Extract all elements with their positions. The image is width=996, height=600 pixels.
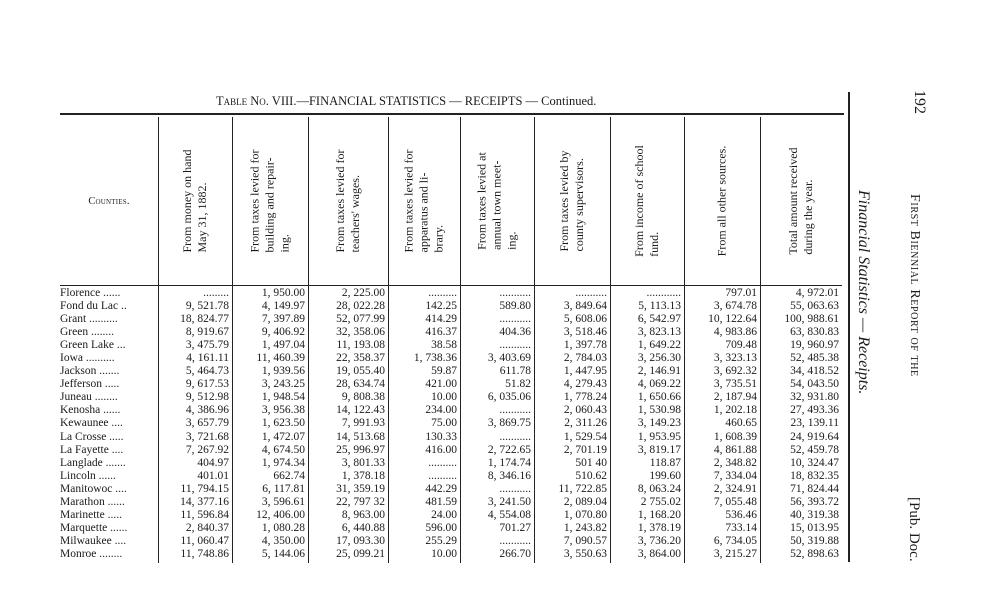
value-cell: 797.01 <box>725 287 757 299</box>
value-cell: 25, 996.97 <box>336 443 385 456</box>
value-cell: 1, 378.18 <box>341 469 385 482</box>
header-rule <box>60 285 842 286</box>
column-header-text: From taxes levied for apparatus and li- brary. <box>401 149 446 253</box>
value-cell: 1, 397.78 <box>563 339 607 352</box>
value-cell: 1, 608.39 <box>713 430 757 443</box>
value-cell: 1, 497.04 <box>261 339 305 352</box>
value-cell: 416.00 <box>425 443 457 456</box>
value-cell: 3, 849.64 <box>563 300 607 313</box>
value-cell: 1, 738.36 <box>413 352 457 365</box>
value-cell: 2, 311.26 <box>564 417 607 430</box>
value-cell: 199.60 <box>649 469 681 482</box>
value-cell: 34, 418.52 <box>790 365 839 378</box>
value-cell: 7, 991.93 <box>341 417 385 430</box>
county-name: Kewaunee .... <box>60 417 123 430</box>
value-cell: 71, 824.44 <box>790 482 839 495</box>
value-cell: 3, 657.79 <box>185 417 229 430</box>
table-row <box>60 365 842 378</box>
value-cell: 3, 692.32 <box>713 365 757 378</box>
value-cell: 52, 077.99 <box>336 313 385 326</box>
value-cell: 9, 512.98 <box>185 391 229 404</box>
value-cell: 3, 736.20 <box>637 534 681 547</box>
value-cell: 1, 472.07 <box>261 430 305 443</box>
value-cell: 401.01 <box>197 469 229 482</box>
value-cell: 5, 144.06 <box>261 547 305 560</box>
value-cell: ........... <box>499 339 531 352</box>
value-cell: 52, 459.78 <box>790 443 839 456</box>
value-cell: 8, 963.00 <box>341 508 385 521</box>
county-name: Fond du Lac .. <box>60 300 127 313</box>
value-cell: 510.62 <box>575 469 607 482</box>
table-row <box>60 431 842 444</box>
value-cell: 19, 960.97 <box>790 339 839 352</box>
table-row <box>60 457 842 470</box>
value-cell: 52, 485.38 <box>790 352 839 365</box>
value-cell: 404.97 <box>197 456 229 469</box>
value-cell: 7, 055.48 <box>713 495 757 508</box>
value-cell: 63, 830.83 <box>790 326 839 339</box>
value-cell: 4, 983.86 <box>713 326 757 339</box>
table-title <box>216 94 686 109</box>
value-cell: 1, 939.56 <box>261 365 305 378</box>
table-title-text: —FINANCIAL STATISTICS — RECEIPTS — Continued. <box>296 94 597 108</box>
table-row <box>60 300 842 313</box>
value-cell: 24, 919.64 <box>790 430 839 443</box>
value-cell: 14, 513.68 <box>336 430 385 443</box>
value-cell: 589.80 <box>499 300 531 313</box>
value-cell: 701.27 <box>499 521 531 534</box>
value-cell: .......... <box>428 469 457 482</box>
value-cell: 3, 823.13 <box>637 326 681 339</box>
value-cell: 19, 055.40 <box>336 365 385 378</box>
value-cell: ........... <box>575 287 607 299</box>
value-cell: 1, 950.00 <box>261 287 305 299</box>
value-cell: 9, 406.92 <box>261 326 305 339</box>
value-cell: 12, 406.00 <box>256 508 305 521</box>
value-cell: 3, 721.68 <box>185 430 229 443</box>
value-cell: 24.00 <box>431 508 457 521</box>
value-cell: 118.87 <box>649 456 681 469</box>
value-cell: 3, 869.75 <box>487 417 531 430</box>
table-number-label: Table No. VIII. <box>216 94 297 108</box>
value-cell: 9, 617.53 <box>185 378 229 391</box>
value-cell: 2, 225.00 <box>341 287 385 299</box>
value-cell: 1, 530.98 <box>637 404 681 417</box>
value-cell: 4, 069.22 <box>637 378 681 391</box>
value-cell: 234.00 <box>425 404 457 417</box>
value-cell: 3, 674.78 <box>713 300 757 313</box>
table-row <box>60 496 842 509</box>
value-cell: 1, 623.50 <box>261 417 305 430</box>
value-cell: 4, 554.08 <box>487 508 531 521</box>
value-cell: 10.00 <box>431 547 457 560</box>
value-cell: 6, 542.97 <box>637 313 681 326</box>
table-row <box>60 483 842 496</box>
value-cell: 1, 974.34 <box>261 456 305 469</box>
county-name: Milwaukee .... <box>60 534 127 547</box>
value-cell: 11, 748.86 <box>180 547 229 560</box>
value-cell: 416.37 <box>425 326 457 339</box>
value-cell: ......... <box>203 287 229 299</box>
value-cell: 14, 377.16 <box>180 495 229 508</box>
value-cell: 481.59 <box>425 495 457 508</box>
value-cell: ........... <box>499 534 531 547</box>
value-cell: 442.29 <box>425 482 457 495</box>
value-cell: 1, 650.66 <box>637 391 681 404</box>
value-cell: 7, 397.89 <box>261 313 305 326</box>
value-cell: 501 40 <box>575 456 607 469</box>
column-header-text: From income of school fund. <box>632 145 661 257</box>
column-header-8 <box>684 117 760 285</box>
county-name: La Fayette .... <box>60 443 124 456</box>
table-row <box>60 352 842 365</box>
value-cell: ........... <box>499 482 531 495</box>
value-cell: 3, 215.27 <box>713 547 757 560</box>
table-row <box>60 535 842 548</box>
table-row <box>60 509 842 522</box>
value-cell: 40, 319.38 <box>790 508 839 521</box>
value-cell: 11, 596.84 <box>180 508 229 521</box>
value-cell: 100, 988.61 <box>784 313 839 326</box>
value-cell: 1, 070.80 <box>563 508 607 521</box>
value-cell: 662.74 <box>273 469 305 482</box>
value-cell: 8, 346.16 <box>487 469 531 482</box>
value-cell: 54, 043.50 <box>790 378 839 391</box>
value-cell: 32, 358.06 <box>336 326 385 339</box>
value-cell: 2, 701.19 <box>563 443 607 456</box>
column-header-1 <box>158 117 232 285</box>
value-cell: 2, 324.91 <box>713 482 757 495</box>
county-name: Florence ...... <box>60 287 121 299</box>
value-cell: 8, 063.24 <box>637 482 681 495</box>
value-cell: 22, 358.37 <box>336 352 385 365</box>
value-cell: 6, 440.88 <box>341 521 385 534</box>
value-cell: 460.65 <box>725 417 757 430</box>
county-name: Juneau ........ <box>60 391 118 404</box>
value-cell: 51.82 <box>505 378 531 391</box>
value-cell: 733.14 <box>725 521 757 534</box>
column-header-text: From taxes levied for teachers' wages. <box>333 149 362 253</box>
value-cell: .......... <box>428 456 457 469</box>
value-cell: 1, 447.95 <box>563 365 607 378</box>
value-cell: 3, 243.25 <box>261 378 305 391</box>
value-cell: 1, 202.18 <box>713 404 757 417</box>
value-cell: 596.00 <box>425 521 457 534</box>
receipts-table <box>60 117 842 567</box>
value-cell: 11, 794.15 <box>180 482 229 495</box>
value-cell: 536.46 <box>725 508 757 521</box>
value-cell: 2, 722.65 <box>487 443 531 456</box>
value-cell: 4, 386.96 <box>185 404 229 417</box>
value-cell: 404.36 <box>499 326 531 339</box>
value-cell: 7, 334.04 <box>713 469 757 482</box>
table-row <box>60 378 842 391</box>
value-cell: 4, 279.43 <box>563 378 607 391</box>
value-cell: 414.29 <box>425 313 457 326</box>
running-head: First Biennial Report of the <box>907 194 922 377</box>
value-cell: 8, 919.67 <box>185 326 229 339</box>
value-cell: 2, 060.43 <box>563 404 607 417</box>
value-cell: 3, 956.38 <box>261 404 305 417</box>
value-cell: 4, 161.11 <box>186 352 229 365</box>
county-name: Marinette ..... <box>60 508 122 521</box>
value-cell: 11, 460.39 <box>256 352 305 365</box>
value-cell: 1, 174.74 <box>487 456 531 469</box>
value-cell: 2, 784.03 <box>563 352 607 365</box>
value-cell: 130.33 <box>425 430 457 443</box>
county-name: Manitowoc .... <box>60 482 127 495</box>
value-cell: 4, 861.88 <box>713 443 757 456</box>
value-cell: 17, 093.30 <box>336 534 385 547</box>
county-name: Iowa .......... <box>60 352 115 365</box>
value-cell: 7, 090.57 <box>563 534 607 547</box>
value-cell: 28, 634.74 <box>336 378 385 391</box>
table-row <box>60 404 842 417</box>
table-row <box>60 339 842 352</box>
county-name: Marathon ...... <box>60 495 125 508</box>
column-header-text: From taxes levied for building and repair- ing. <box>247 149 292 253</box>
value-cell: ........... <box>499 430 531 443</box>
value-cell: 9, 808.38 <box>341 391 385 404</box>
value-cell: 1, 778.24 <box>563 391 607 404</box>
value-cell: 3, 596.61 <box>261 495 305 508</box>
page-edge-rule <box>848 92 850 562</box>
value-cell: 38.58 <box>431 339 457 352</box>
value-cell: 23, 139.11 <box>790 417 839 430</box>
value-cell: 3, 403.69 <box>487 352 531 365</box>
county-name: Monroe ........ <box>60 547 123 560</box>
page-number: 192 <box>911 90 928 114</box>
table-row <box>60 326 842 339</box>
column-header-2 <box>232 117 308 285</box>
value-cell: 4, 972.01 <box>795 287 839 299</box>
value-cell: 10, 324.47 <box>790 456 839 469</box>
section-title: Financial Statistics — Receipts. <box>855 190 872 395</box>
value-cell: 18, 832.35 <box>790 469 839 482</box>
value-cell: 1, 953.95 <box>637 430 681 443</box>
table-row <box>60 444 842 457</box>
county-name: Jackson ....... <box>60 365 120 378</box>
value-cell: 6, 734.05 <box>713 534 757 547</box>
county-name: Green Lake ... <box>60 339 126 352</box>
table-row <box>60 391 842 404</box>
value-cell: 7, 267.92 <box>185 443 229 456</box>
county-name: Green ........ <box>60 326 114 339</box>
value-cell: 2, 840.37 <box>185 521 229 534</box>
column-header-6 <box>534 117 610 285</box>
value-cell: 55, 063.63 <box>790 300 839 313</box>
table-row <box>60 313 842 326</box>
value-cell: 2 755.02 <box>640 495 681 508</box>
county-name: Grant .......... <box>60 313 118 326</box>
value-cell: 3, 801.33 <box>341 456 385 469</box>
value-cell: 2, 187.94 <box>713 391 757 404</box>
value-cell: 3, 256.30 <box>637 352 681 365</box>
value-cell: 10.00 <box>431 391 457 404</box>
value-cell: 9, 521.78 <box>185 300 229 313</box>
column-header-3 <box>308 117 388 285</box>
county-name: Marquette ...... <box>60 521 128 534</box>
value-cell: ............ <box>646 287 681 299</box>
title-rule <box>60 113 844 115</box>
table-row <box>60 522 842 535</box>
value-cell: 611.78 <box>499 365 531 378</box>
column-header-4 <box>388 117 460 285</box>
value-cell: 266.70 <box>499 547 531 560</box>
value-cell: 31, 359.19 <box>336 482 385 495</box>
value-cell: 22, 797 32 <box>336 495 385 508</box>
value-cell: 4, 350.00 <box>261 534 305 547</box>
column-header-text: From taxes levied by county supervisors. <box>557 150 586 252</box>
value-cell: 1, 529.54 <box>563 430 607 443</box>
value-cell: 18, 824.77 <box>180 313 229 326</box>
value-cell: ........... <box>499 313 531 326</box>
value-cell: 2, 146.91 <box>637 365 681 378</box>
value-cell: 3, 735.51 <box>713 378 757 391</box>
column-header-text: From all other sources. <box>714 145 729 257</box>
value-cell: .......... <box>428 287 457 299</box>
county-name: Langlade ....... <box>60 456 126 469</box>
value-cell: 1, 378.19 <box>637 521 681 534</box>
value-cell: 3, 475.79 <box>185 339 229 352</box>
value-cell: 1, 649.22 <box>637 339 681 352</box>
table-row <box>60 548 842 561</box>
value-cell: 25, 099.21 <box>336 547 385 560</box>
header-counties: Counties. <box>88 195 130 207</box>
value-cell: 28, 022.28 <box>336 300 385 313</box>
value-cell: 15, 013.95 <box>790 521 839 534</box>
value-cell: 59.87 <box>431 365 457 378</box>
value-cell: 14, 122.43 <box>336 404 385 417</box>
value-cell: 11, 722.85 <box>558 482 607 495</box>
value-cell: 6, 035.06 <box>487 391 531 404</box>
county-name: Kenosha ...... <box>60 404 121 417</box>
value-cell: 142.25 <box>425 300 457 313</box>
value-cell: 3, 518.46 <box>563 326 607 339</box>
value-cell: 709.48 <box>725 339 757 352</box>
county-name: Lincoln ...... <box>60 469 116 482</box>
column-header-9 <box>760 117 842 285</box>
value-cell: 5, 113.13 <box>638 300 681 313</box>
value-cell: 2, 089.04 <box>563 495 607 508</box>
value-cell: 11, 060.47 <box>180 534 229 547</box>
value-cell: 50, 319.88 <box>790 534 839 547</box>
value-cell: 1, 948.54 <box>261 391 305 404</box>
value-cell: 3, 149.23 <box>637 417 681 430</box>
value-cell: 11, 193.08 <box>336 339 385 352</box>
value-cell: 1, 168.20 <box>637 508 681 521</box>
value-cell: 27, 493.36 <box>790 404 839 417</box>
value-cell: 4, 674.50 <box>261 443 305 456</box>
column-header-text: From money on hand May 31, 1882. <box>180 149 209 253</box>
county-name: Jefferson ..... <box>60 378 120 391</box>
column-header-text: Total amount received during the year. <box>786 147 815 255</box>
value-cell: 75.00 <box>431 417 457 430</box>
value-cell: 10, 122.64 <box>708 313 757 326</box>
value-cell: 5, 464.73 <box>185 365 229 378</box>
value-cell: 255.29 <box>425 534 457 547</box>
value-cell: 5, 608.06 <box>563 313 607 326</box>
value-cell: 32, 931.80 <box>790 391 839 404</box>
value-cell: ........... <box>499 287 531 299</box>
table-row <box>60 470 842 483</box>
column-header-5 <box>460 117 534 285</box>
value-cell: 6, 117.81 <box>262 482 305 495</box>
pub-doc-label: [Pub. Doc. <box>906 497 922 562</box>
value-cell: 3, 864.00 <box>637 547 681 560</box>
value-cell: 3, 323.13 <box>713 352 757 365</box>
table-body <box>60 287 842 561</box>
value-cell: 1, 080.28 <box>261 521 305 534</box>
value-cell: 3, 550.63 <box>563 547 607 560</box>
value-cell: 52, 898.63 <box>790 547 839 560</box>
value-cell: 421.00 <box>425 378 457 391</box>
table-row <box>60 287 842 300</box>
table-row <box>60 417 842 430</box>
value-cell: 3, 819.17 <box>637 443 681 456</box>
value-cell: 2, 348.82 <box>713 456 757 469</box>
column-header-7 <box>610 117 684 285</box>
value-cell: 1, 243.82 <box>563 521 607 534</box>
value-cell: ........... <box>499 404 531 417</box>
value-cell: 4, 149.97 <box>261 300 305 313</box>
value-cell: 56, 393.72 <box>790 495 839 508</box>
column-header-text: From taxes levied at annual town meet- ing. <box>474 152 519 250</box>
value-cell: 3, 241.50 <box>487 495 531 508</box>
county-name: La Crosse ..... <box>60 430 124 443</box>
